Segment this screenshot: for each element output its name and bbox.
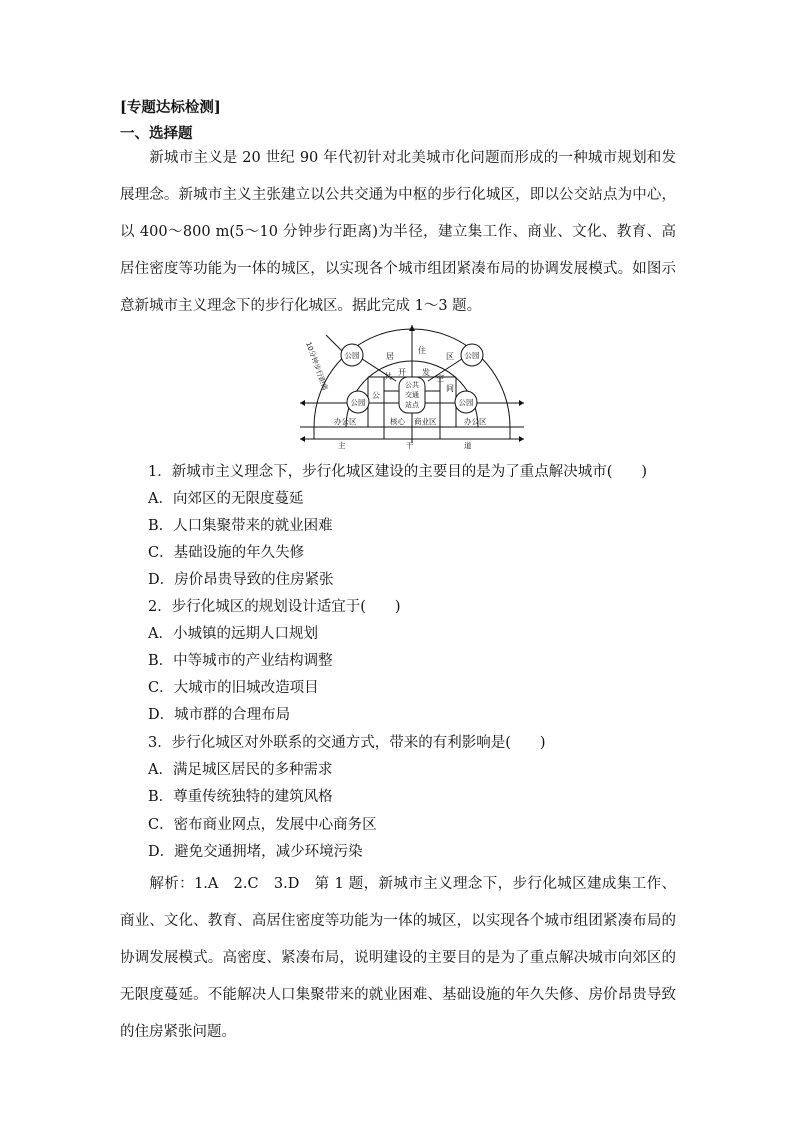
intro-paragraph <box>120 140 676 325</box>
zone-office-right: 办公区 <box>464 417 487 426</box>
question-2-stem: 2．步行化城区的规划设计适宜于( ) <box>148 599 401 615</box>
road-label-2: 干 <box>406 441 414 450</box>
question-1-option-a: A．向郊区的无限度蔓延 <box>148 491 304 507</box>
zone-office-left: 办公区 <box>334 417 357 426</box>
svg-text:公园: 公园 <box>458 398 474 407</box>
open-space-label-2: 共 <box>384 372 392 381</box>
svg-text:站点: 站点 <box>405 401 419 409</box>
open-space-label-1: 公 <box>372 391 380 400</box>
svg-text:公园: 公园 <box>344 351 360 360</box>
open-space-label-4: 发 <box>422 368 430 377</box>
question-2-option-d: D．城市群的合理布局 <box>148 707 291 723</box>
road-label-3: 道 <box>464 441 472 450</box>
residential-label-1: 居 <box>386 352 394 361</box>
open-space-label-3: 开 <box>398 368 406 377</box>
question-2-option-c: C．大城市的旧城改造项目 <box>148 680 319 696</box>
axis-arrow-right <box>519 400 524 406</box>
residential-label-3: 区 <box>446 352 454 361</box>
park-top-right <box>461 344 483 366</box>
zone-core: 核心 <box>390 417 405 426</box>
park-bottom-right <box>455 391 477 413</box>
road-label-1: 主 <box>338 441 346 450</box>
zone-commercial: 商业区 <box>414 417 437 426</box>
walkable-district-diagram <box>296 325 528 450</box>
question-3-option-a: A．满足城区居民的多种需求 <box>148 762 333 778</box>
question-1-option-c: C．基础设施的年久失修 <box>148 545 305 561</box>
axis-arrow-left <box>300 400 305 406</box>
question-2-option-b: B．中等城市的产业结构调整 <box>148 653 333 669</box>
question-3-stem: 3．步行化城区对外联系的交通方式，带来的有利影响是( ) <box>148 735 546 751</box>
question-3-option-b: B．尊重传统独特的建筑风格 <box>148 789 333 805</box>
question-1-option-b: B．人口集聚带来的就业困难 <box>148 518 333 534</box>
svg-text:交通: 交通 <box>405 391 419 399</box>
axis-arrow-up <box>409 325 415 331</box>
intro-text: 新城市主义是 20 世纪 90 年代初针对北美城市化问题而形成的一种城市规划和发展理念。新城市主义主张建立以公共交通为中枢的步行化城区，即以公交站点为中心，以 400～800 m(5～10 分钟步行距离)为半径，建立集工作、商业、文化、教育、高居住密度等功能为一体的城区，以实现各个城市组团紧凑布局的协调发展模式。如图示意新城市主义理念下的步行化城区。据此完成 1～3 题。 <box>120 150 676 314</box>
answer-paragraph <box>120 866 676 1051</box>
question-1-option-d: D．房价昂贵导致的住房紧张 <box>148 572 334 588</box>
svg-text:公共: 公共 <box>405 381 419 389</box>
question-1-stem: 1．新城市主义理念下，步行化城区建设的主要目的是为了重点解决城市( ) <box>148 464 648 480</box>
park-bottom-left <box>347 391 369 413</box>
residential-label-2: 住 <box>418 346 426 355</box>
open-space-label-6: 间 <box>446 384 454 393</box>
open-space-label-5: 空 <box>436 374 444 383</box>
section-heading: 一、选择题 <box>120 125 193 142</box>
walk-distance-label: 10分钟步行距离 <box>304 340 330 392</box>
transit-station <box>399 377 425 413</box>
svg-text:公园: 公园 <box>464 351 480 360</box>
svg-text:公园: 公园 <box>350 398 366 407</box>
question-3-option-d: D．避免交通拥堵，减少环境污染 <box>148 844 363 860</box>
park-top-left <box>341 344 363 366</box>
question-2-option-a: A．小城镇的远期人口规划 <box>148 626 318 642</box>
answer-text: 解析：1.A 2.C 3.D 第 1 题，新城市主义理念下，步行化城区建成集工作、商业、文化、教育、高居住密度等功能为一体的城区，以实现各个城市组团紧凑布局的协调发展模式。高密度、紧凑布局，说明建设的主要目的是为了重点解决城市向郊区的无限度蔓延。不能解决人口集聚带来的就业困难、基础设施的年久失修、房价昂贵导致的住房紧张问题。 <box>120 876 676 1040</box>
question-3-option-c: C．密布商业网点，发展中心商务区 <box>148 817 377 833</box>
section-tag: [专题达标检测] <box>120 99 221 116</box>
